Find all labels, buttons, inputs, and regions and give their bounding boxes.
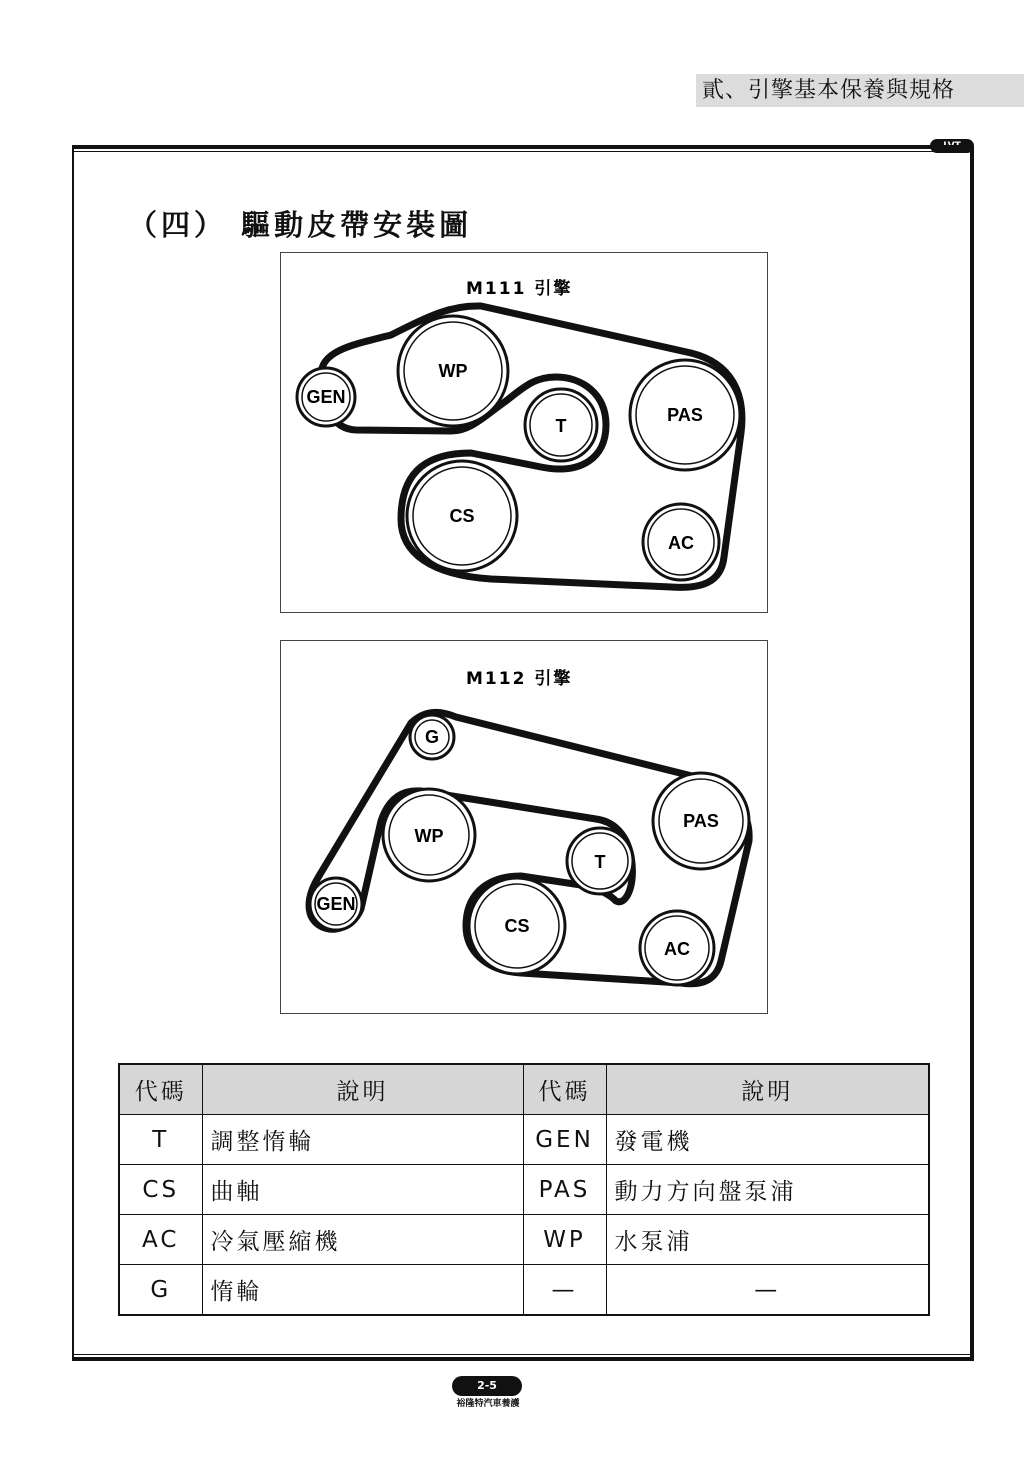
desc-cell: 惰輪 (202, 1265, 523, 1316)
pulley-wp (398, 316, 508, 426)
pulley-ac (640, 911, 714, 985)
svg-text:PAS: PAS (667, 405, 703, 425)
svg-text:T: T (594, 852, 606, 872)
legend-table (118, 1063, 930, 1316)
desc-cell: 水泵浦 (606, 1215, 929, 1265)
pulley-cs (407, 461, 517, 571)
svg-text:CS: CS (504, 916, 530, 936)
code-cell: WP (523, 1215, 606, 1265)
code-cell: — (523, 1265, 606, 1316)
pulley-gen (310, 878, 362, 930)
svg-text:T: T (555, 416, 567, 436)
code-cell: AC (119, 1215, 202, 1265)
svg-text:AC: AC (668, 533, 694, 553)
legend-header-row (119, 1064, 929, 1115)
svg-text:WP: WP (438, 361, 468, 381)
frame-bottom-rule (72, 1357, 974, 1361)
header-code: 代碼 (119, 1064, 202, 1115)
frame-right-rule (970, 146, 974, 1360)
pulley-ac (643, 504, 719, 580)
table-row (119, 1165, 929, 1215)
svg-text:CS: CS (449, 506, 475, 526)
code-cell: CS (119, 1165, 202, 1215)
code-cell: GEN (523, 1115, 606, 1165)
code-cell: G (119, 1265, 202, 1316)
pulley-pas (653, 773, 749, 869)
code-cell: T (119, 1115, 202, 1165)
svg-text:WP: WP (414, 826, 444, 846)
frame-top-rule (72, 145, 974, 149)
frame-left-rule (72, 146, 74, 1360)
pulley-g (410, 715, 454, 759)
desc-cell: 發電機 (606, 1115, 929, 1165)
table-row (119, 1115, 929, 1165)
belt-diagram-m111 (280, 252, 768, 613)
pulley-t (567, 828, 633, 894)
svg-text:AC: AC (664, 939, 690, 959)
frame-top-thin-rule (72, 151, 974, 152)
belt-diagram-m112 (280, 640, 768, 1014)
table-row (119, 1215, 929, 1265)
chapter-header: 貳、引擎基本保養與規格 (696, 74, 1024, 107)
desc-cell: 動力方向盤泵浦 (606, 1165, 929, 1215)
diagram-caption: M111 引擎 (466, 279, 573, 299)
svg-text:GEN: GEN (316, 894, 356, 914)
header-desc: 說明 (606, 1064, 929, 1115)
page-number: 2-5 (452, 1376, 522, 1396)
pulley-wp (383, 789, 475, 881)
pulley-cs (469, 878, 565, 974)
belt-diagram-m112-svg (281, 641, 769, 1015)
table-row (119, 1265, 929, 1316)
diagram-caption: M112 引擎 (466, 669, 573, 689)
desc-cell: 曲軸 (202, 1165, 523, 1215)
desc-cell: 冷氣壓縮機 (202, 1215, 523, 1265)
header-desc: 說明 (202, 1064, 523, 1115)
svg-text:G: G (424, 727, 440, 747)
pulley-gen (297, 368, 355, 426)
belt-diagram-m111-svg (281, 253, 769, 614)
section-title: （四） 驅動皮帶安裝圖 (128, 208, 473, 242)
header-code: 代碼 (523, 1064, 606, 1115)
frame-bottom-thin-rule (72, 1354, 974, 1355)
svg-text:GEN: GEN (306, 387, 346, 407)
code-cell: PAS (523, 1165, 606, 1215)
svg-text:PAS: PAS (683, 811, 719, 831)
pulley-t (525, 389, 597, 461)
desc-cell: — (606, 1265, 929, 1316)
pulley-pas (630, 360, 740, 470)
desc-cell: 調整惰輪 (202, 1115, 523, 1165)
publisher-mark: 裕隆特汽車養護 (456, 1399, 520, 1409)
